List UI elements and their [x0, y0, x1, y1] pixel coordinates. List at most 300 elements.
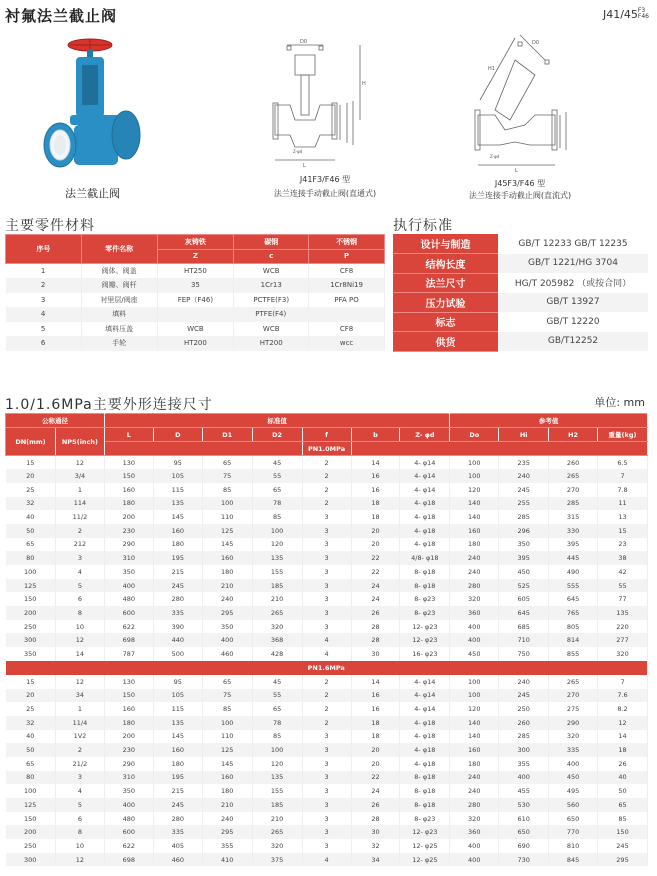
table-row [6, 336, 385, 351]
cell-nps: 2 [55, 524, 104, 538]
cell-c: HT200 [234, 336, 309, 351]
cell-dn: 15 [6, 456, 56, 470]
cell-weight: 85 [598, 812, 648, 826]
cell-nps: 12 [55, 456, 104, 470]
cell-d1: 85 [202, 483, 252, 497]
cell-l: 200 [104, 730, 153, 744]
cell-h2: 810 [549, 839, 598, 853]
cell-d2: 55 [252, 469, 302, 483]
cell-hi: 285 [499, 510, 549, 524]
cell-zd: 4/8- φ18 [400, 551, 450, 565]
table-row [6, 716, 648, 730]
cell-l: 698 [104, 633, 153, 647]
cell-l: 310 [104, 551, 153, 565]
section-label: PN1.6MPa [6, 661, 648, 675]
cell-d: 135 [153, 716, 202, 730]
cell-h2: 265 [549, 675, 598, 689]
cell-z: HT200 [157, 336, 234, 351]
cell-do: 280 [450, 798, 499, 812]
standard-row [393, 254, 648, 274]
standard-label: 压力试验 [393, 293, 498, 313]
standard-row [393, 332, 648, 352]
cell-l: 130 [104, 675, 153, 689]
cell-dn: 65 [6, 538, 56, 552]
cell-zd: 4- φ18 [400, 716, 450, 730]
cell-b: 18 [351, 716, 400, 730]
table-row [6, 606, 648, 620]
cell-weight: 6.5 [598, 456, 648, 470]
cell-dn: 25 [6, 483, 56, 497]
cell-part: 填料 [81, 307, 157, 322]
cell-z: FEP（F46) [157, 293, 234, 308]
cell-d1: 400 [202, 633, 252, 647]
cell-dn: 125 [6, 579, 56, 593]
drawing2-model: J45F3/F46 型 [494, 179, 546, 188]
standard-value: GB/T12252 [498, 332, 648, 352]
cell-d1: 65 [202, 456, 252, 470]
cell-d1: 210 [202, 579, 252, 593]
cell-do: 140 [450, 730, 499, 744]
cell-zd: 4- φ14 [400, 689, 450, 703]
cell-f: 4 [302, 633, 351, 647]
cell-d: 405 [153, 839, 202, 853]
table-row [6, 592, 648, 606]
cell-dn: 100 [6, 565, 56, 579]
cell-d2: 265 [252, 606, 302, 620]
cell-h2: 490 [549, 565, 598, 579]
cell-f: 3 [302, 771, 351, 785]
header-gray-iron: 灰铸铁 [157, 235, 234, 250]
cell-d2: 85 [252, 730, 302, 744]
cell-nps: 11/2 [55, 510, 104, 524]
cell-d: 335 [153, 606, 202, 620]
cell-do: 160 [450, 524, 499, 538]
cell-dn: 125 [6, 798, 56, 812]
cell-l: 350 [104, 784, 153, 798]
cell-zd: 12- φ25 [400, 839, 450, 853]
table-row [6, 551, 648, 565]
cell-zd: 8- φ18 [400, 579, 450, 593]
cell-h2: 395 [549, 538, 598, 552]
cell-zd: 12- φ23 [400, 620, 450, 634]
cell-nps: 10 [55, 620, 104, 634]
cell-weight: 14 [598, 730, 648, 744]
cell-b: 20 [351, 524, 400, 538]
cell-l: 787 [104, 647, 153, 661]
table-row [6, 798, 648, 812]
drawing-j45 [460, 30, 580, 175]
cell-part: 填料压盖 [81, 322, 157, 337]
table-row [6, 293, 385, 308]
cell-f: 3 [302, 730, 351, 744]
cell-c: WCB [234, 264, 309, 279]
cell-c: 1Cr13 [234, 278, 309, 293]
cell-weight: 15 [598, 524, 648, 538]
cell-l: 130 [104, 456, 153, 470]
cell-dn: 80 [6, 771, 56, 785]
cell-d1: 350 [202, 620, 252, 634]
table-row [6, 675, 648, 689]
standard-label: 结构长度 [393, 254, 498, 274]
cell-nps: 6 [55, 592, 104, 606]
cell-dn: 32 [6, 497, 56, 511]
cell-nps: 8 [55, 606, 104, 620]
cell-do: 100 [450, 675, 499, 689]
cell-weight: 50 [598, 784, 648, 798]
cell-f: 3 [302, 538, 351, 552]
cell-f: 3 [302, 798, 351, 812]
cell-h2: 265 [549, 469, 598, 483]
drawing1-caption: 法兰连接手动截止阀(直通式) [273, 189, 377, 198]
cell-b: 24 [351, 784, 400, 798]
cell-h2: 560 [549, 798, 598, 812]
svg-text:D0: D0 [532, 40, 540, 46]
cell-do: 160 [450, 743, 499, 757]
cell-d: 335 [153, 825, 202, 839]
cell-hi: 525 [499, 579, 549, 593]
cell-weight: 55 [598, 579, 648, 593]
cell-dn: 50 [6, 524, 56, 538]
cell-hi: 530 [499, 798, 549, 812]
cell-no: 5 [6, 322, 82, 337]
cell-weight: 11 [598, 497, 648, 511]
cell-d2: 135 [252, 771, 302, 785]
cell-b: 28 [351, 633, 400, 647]
materials-table [5, 234, 385, 351]
cell-d1: 65 [202, 675, 252, 689]
cell-do: 360 [450, 606, 499, 620]
cell-do: 100 [450, 469, 499, 483]
cell-weight: 220 [598, 620, 648, 634]
cell-d: 105 [153, 469, 202, 483]
svg-text:L: L [515, 168, 518, 174]
group-reference: 参考值 [450, 414, 648, 428]
cell-zd: 4- φ18 [400, 497, 450, 511]
cell-d1: 75 [202, 689, 252, 703]
drawing-j41 [265, 35, 385, 175]
col-dn: DN(mm) [6, 428, 56, 456]
cell-nps: 10 [55, 839, 104, 853]
cell-f: 2 [302, 702, 351, 716]
cell-d: 115 [153, 483, 202, 497]
cell-d1: 210 [202, 798, 252, 812]
cell-b: 28 [351, 812, 400, 826]
cell-f: 3 [302, 839, 351, 853]
cell-nps: 1V2 [55, 730, 104, 744]
col-l: L [104, 428, 153, 442]
cell-f: 3 [302, 551, 351, 565]
table-row [6, 497, 648, 511]
standards-title: 执行标准 [393, 218, 453, 234]
cell-part: 阀瓣、阀杆 [81, 278, 157, 293]
cell-b: 14 [351, 675, 400, 689]
cell-nps: 1 [55, 702, 104, 716]
cell-nps: 3 [55, 551, 104, 565]
cell-nps: 12 [55, 633, 104, 647]
svg-text:H1: H1 [488, 66, 495, 72]
cell-d: 280 [153, 812, 202, 826]
model-base: J41/45 [602, 8, 638, 21]
cell-d: 245 [153, 798, 202, 812]
cell-d1: 85 [202, 702, 252, 716]
cell-f: 4 [302, 853, 351, 867]
valve-photo [30, 35, 150, 180]
cell-hi: 685 [499, 620, 549, 634]
cell-hi: 355 [499, 757, 549, 771]
cell-zd: 8- φ18 [400, 565, 450, 579]
cell-f: 3 [302, 757, 351, 771]
table-row [6, 702, 648, 716]
cell-weight: 245 [598, 839, 648, 853]
cell-part: 阀体、阀盖 [81, 264, 157, 279]
cell-weight: 277 [598, 633, 648, 647]
col-weight: 重量(kg) [598, 428, 648, 442]
cell-d2: 210 [252, 592, 302, 606]
materials-title: 主要零件材料 [5, 218, 95, 234]
cell-hi: 450 [499, 565, 549, 579]
cell-d1: 240 [202, 592, 252, 606]
cell-b: 20 [351, 757, 400, 771]
cell-z: HT250 [157, 264, 234, 279]
cell-f: 3 [302, 579, 351, 593]
model-number [603, 8, 649, 21]
cell-l: 400 [104, 579, 153, 593]
cell-f: 2 [302, 675, 351, 689]
cell-d1: 355 [202, 839, 252, 853]
col-d: D [153, 428, 202, 442]
cell-weight: 320 [598, 647, 648, 661]
cell-do: 280 [450, 579, 499, 593]
cell-d: 195 [153, 551, 202, 565]
cell-z: 35 [157, 278, 234, 293]
cell-zd: 4- φ18 [400, 510, 450, 524]
cell-nps: 34 [55, 689, 104, 703]
cell-nps: 4 [55, 784, 104, 798]
cell-d1: 410 [202, 853, 252, 867]
cell-d2: 55 [252, 689, 302, 703]
cell-b: 30 [351, 647, 400, 661]
cell-weight: 40 [598, 771, 648, 785]
cell-dn: 80 [6, 551, 56, 565]
cell-h2: 400 [549, 757, 598, 771]
cell-f: 3 [302, 592, 351, 606]
cell-d1: 160 [202, 551, 252, 565]
cell-hi: 610 [499, 812, 549, 826]
cell-dn: 20 [6, 469, 56, 483]
cell-h2: 650 [549, 812, 598, 826]
cell-l: 290 [104, 757, 153, 771]
cell-b: 14 [351, 456, 400, 470]
cell-h2: 335 [549, 743, 598, 757]
cell-nps: 3 [55, 771, 104, 785]
cell-f: 3 [302, 825, 351, 839]
cell-b: 24 [351, 579, 400, 593]
cell-d: 280 [153, 592, 202, 606]
table-row [6, 307, 385, 322]
cell-d: 460 [153, 853, 202, 867]
cell-hi: 350 [499, 538, 549, 552]
cell-d1: 460 [202, 647, 252, 661]
cell-dn: 300 [6, 853, 56, 867]
col-b: b [351, 428, 400, 442]
cell-zd: 8- φ18 [400, 784, 450, 798]
cell-b: 22 [351, 565, 400, 579]
cell-weight: 23 [598, 538, 648, 552]
cell-nps: 212 [55, 538, 104, 552]
cell-h2: 765 [549, 606, 598, 620]
cell-d: 440 [153, 633, 202, 647]
cell-zd: 4- φ18 [400, 743, 450, 757]
cell-h2: 555 [549, 579, 598, 593]
cell-d: 160 [153, 743, 202, 757]
cell-hi: 245 [499, 483, 549, 497]
cell-l: 200 [104, 510, 153, 524]
table-row [6, 524, 648, 538]
table-row [6, 784, 648, 798]
page-title: 衬氟法兰截止阀 [5, 7, 118, 25]
cell-f: 2 [302, 689, 351, 703]
cell-d2: 78 [252, 497, 302, 511]
table-row [6, 620, 648, 634]
cell-zd: 4- φ18 [400, 524, 450, 538]
cell-d2: 368 [252, 633, 302, 647]
cell-no: 3 [6, 293, 82, 308]
standard-label: 标志 [393, 312, 498, 332]
cell-hi: 245 [499, 689, 549, 703]
cell-weight: 295 [598, 853, 648, 867]
cell-hi: 235 [499, 456, 549, 470]
cell-h2: 855 [549, 647, 598, 661]
cell-d2: 265 [252, 825, 302, 839]
table-row [6, 771, 648, 785]
header-spacer [351, 442, 647, 456]
cell-do: 240 [450, 565, 499, 579]
standard-value: GB/T 13927 [498, 293, 648, 313]
cell-d1: 100 [202, 497, 252, 511]
cell-hi: 296 [499, 524, 549, 538]
cell-zd: 4- φ18 [400, 730, 450, 744]
cell-b: 24 [351, 592, 400, 606]
cell-d2: 428 [252, 647, 302, 661]
cell-nps: 12 [55, 675, 104, 689]
cell-hi: 730 [499, 853, 549, 867]
cell-do: 180 [450, 757, 499, 771]
cell-d: 180 [153, 538, 202, 552]
cell-d1: 295 [202, 825, 252, 839]
cell-h2: 320 [549, 730, 598, 744]
cell-h2: 814 [549, 633, 598, 647]
table-row [6, 469, 648, 483]
cell-d: 95 [153, 675, 202, 689]
cell-p: 1Cr8Ni19 [309, 278, 385, 293]
cell-f: 3 [302, 812, 351, 826]
header-code-z: Z [157, 249, 234, 264]
cell-b: 18 [351, 510, 400, 524]
header-no: 序号 [6, 235, 82, 264]
col-h2: H2 [549, 428, 598, 442]
cell-d1: 110 [202, 510, 252, 524]
table-row [6, 565, 648, 579]
cell-hi: 260 [499, 716, 549, 730]
cell-weight: 150 [598, 825, 648, 839]
col-f: f [302, 428, 351, 442]
cell-weight: 12 [598, 716, 648, 730]
cell-do: 360 [450, 825, 499, 839]
cell-d2: 65 [252, 483, 302, 497]
table-row [6, 579, 648, 593]
cell-b: 16 [351, 483, 400, 497]
cell-weight: 7 [598, 469, 648, 483]
cell-zd: 8- φ23 [400, 592, 450, 606]
cell-zd: 12- φ23 [400, 825, 450, 839]
cell-c: WCB [234, 322, 309, 337]
cell-d1: 100 [202, 716, 252, 730]
cell-do: 180 [450, 538, 499, 552]
cell-dn: 25 [6, 702, 56, 716]
model-sup: F3 [637, 7, 646, 14]
col-do: Do [450, 428, 499, 442]
cell-b: 20 [351, 743, 400, 757]
cell-c: PCTFE(F3) [234, 293, 309, 308]
cell-z: WCB [157, 322, 234, 337]
cell-dn: 150 [6, 592, 56, 606]
col-nps: NPS(inch) [55, 428, 104, 456]
cell-b: 26 [351, 606, 400, 620]
cell-d: 145 [153, 730, 202, 744]
cell-do: 400 [450, 853, 499, 867]
cell-f: 3 [302, 606, 351, 620]
cell-nps: 1 [55, 483, 104, 497]
drawing2-caption: 法兰连接手动截止阀(直流式) [468, 191, 572, 200]
cell-d1: 295 [202, 606, 252, 620]
cell-h2: 805 [549, 620, 598, 634]
cell-do: 240 [450, 551, 499, 565]
cell-dn: 50 [6, 743, 56, 757]
cell-f: 3 [302, 784, 351, 798]
cell-zd: 4- φ14 [400, 675, 450, 689]
cell-l: 622 [104, 620, 153, 634]
header-carbon-steel: 碳钢 [234, 235, 309, 250]
standard-value: GB/T 12220 [546, 316, 600, 327]
cell-no: 1 [6, 264, 82, 279]
cell-p: PFA PO [309, 293, 385, 308]
cell-zd: 8- φ23 [400, 606, 450, 620]
cell-dn: 350 [6, 647, 56, 661]
cell-zd: 4- φ18 [400, 757, 450, 771]
cell-d1: 240 [202, 812, 252, 826]
cell-f: 2 [302, 716, 351, 730]
cell-zd: 12- φ25 [400, 853, 450, 867]
cell-zd: 4- φ14 [400, 469, 450, 483]
cell-d: 160 [153, 524, 202, 538]
cell-no: 6 [6, 336, 82, 351]
table-row [6, 510, 648, 524]
cell-do: 400 [450, 839, 499, 853]
cell-d1: 75 [202, 469, 252, 483]
cell-merged: PTFE(F4) [157, 307, 385, 322]
standards-table [393, 234, 648, 352]
unit-label: 单位: mm [594, 396, 645, 409]
cell-dn: 32 [6, 716, 56, 730]
cell-do: 450 [450, 647, 499, 661]
cell-do: 140 [450, 497, 499, 511]
cell-p: wcc [309, 336, 385, 351]
photo-caption: 法兰截止阀 [65, 187, 120, 200]
cell-do: 320 [450, 592, 499, 606]
svg-text:Z-φd: Z-φd [293, 149, 303, 154]
cell-do: 320 [450, 812, 499, 826]
cell-b: 16 [351, 702, 400, 716]
